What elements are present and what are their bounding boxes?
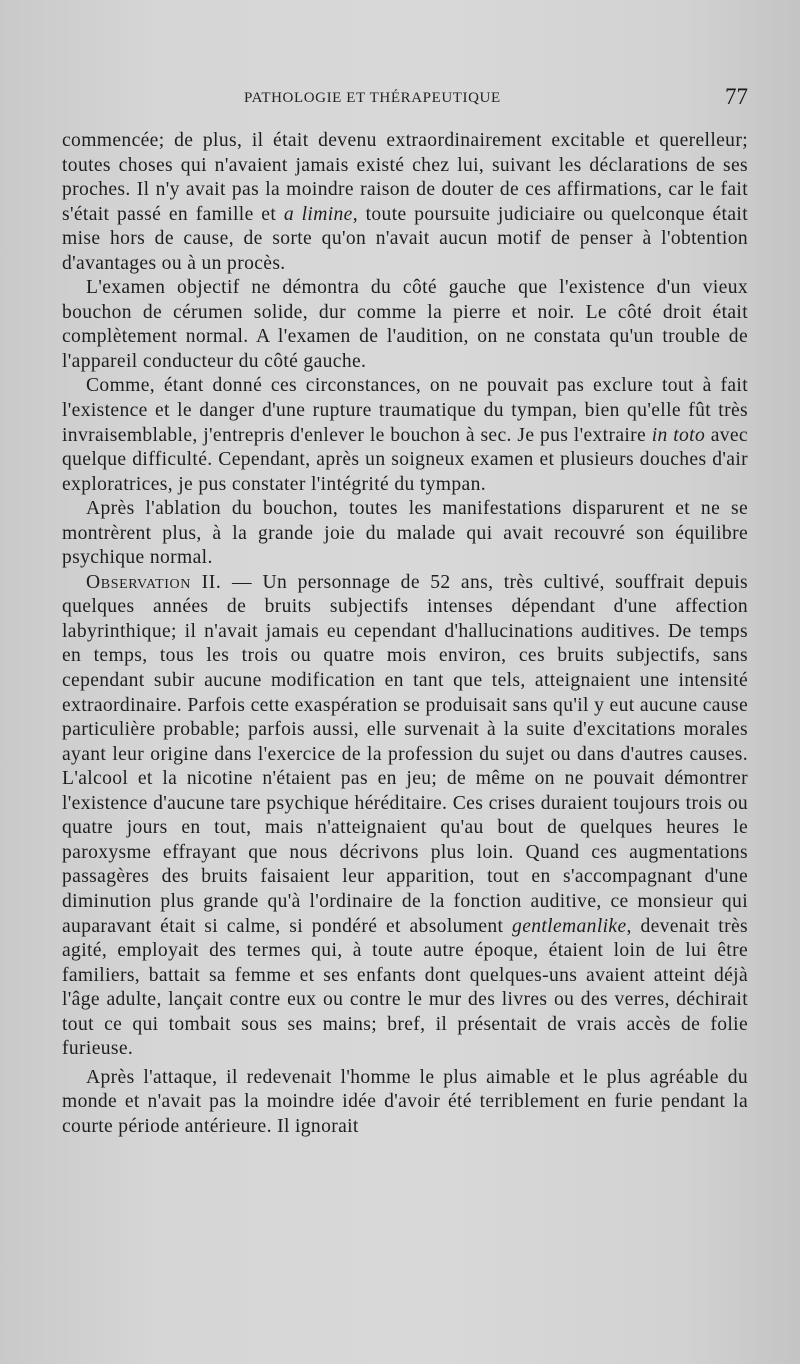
- paragraph-6: Après l'attaque, il redevenait l'homme le plus aimable et le plus agréable du monde et n'avait pas la moindre idée d'avoir été terriblement en furie pendant la courte période antérieure. Il ignorait: [62, 1066, 748, 1137]
- paragraph-1-text-a: commencée; de plus, il était devenu extraordinairement excitable et querelleur; toutes choses qui n'avaient jamais existé chez lui, suivant les déclarations de ses proches. Il n'y avait pas la moindre raison de douter de ces affirmations, car le fait s'était passé en famille et: [62, 130, 748, 225]
- running-title: PATHOLOGIE ET THÉRAPEUTIQUE: [244, 90, 501, 106]
- paragraph-1-text-b: , toute poursuite judiciaire ou quelconque était mise hors de cause, de sorte qu'on n'avait aucun motif de penser à l'obtention d'avantages ou à un procès.: [62, 203, 748, 274]
- italic-phrase: a limine: [283, 203, 353, 225]
- paragraph-5-text-b: , devenait très agité, employait des termes qui, à toute autre époque, étaient loin de lui être familiers, battait sa femme et ses enfants dont quelques-uns avaient atteint déjà l'âge adulte, lançait contre eux ou contre le mur des livres ou des verres, déchirait tout ce qui tombait sous ses mains; bref, il présentait de vrais accès de folie furieuse.: [62, 915, 749, 1060]
- paragraph-2: L'examen objectif ne démontra du côté gauche que l'existence d'un vieux bouchon de cérumen solide, dur comme la pierre et noir. Le côté droit était complètement normal. A l'examen de l'audition, on ne constata qu'un trouble de l'appareil conducteur du côté gauche.: [62, 277, 748, 372]
- paragraph-5: [62, 571, 748, 1062]
- italic-phrase: in toto: [651, 424, 706, 446]
- paragraph-3: [62, 374, 748, 497]
- observation-label: Observation II. —: [86, 571, 253, 593]
- body-text: [62, 129, 748, 1139]
- page-number: 77: [725, 84, 748, 109]
- paragraph-4: Après l'ablation du bouchon, toutes les manifestations disparurent et ne se montrèrent plus, à la grande joie du malade qui avait recouvré son équilibre psychique normal.: [62, 498, 748, 569]
- page-header: [62, 86, 748, 116]
- paragraph-3-text-b: avec quelque difficulté. Cependant, après un soigneux examen et plusieurs douches d'air exploratrices, je pus constater l'intégrité du tympan.: [62, 424, 748, 495]
- paragraph-1: [62, 129, 748, 276]
- paragraph-5-text-a: Un personnage de 52 ans, très cultivé, souffrait depuis quelques années de bruits subjectifs intenses dépendant d'une affection labyrinthique; il n'avait jamais eu cependant d'hallucinations auditives. De temps en temps, tous les trois ou quatre mois environ, ces bruits subjectifs, sans cependant subir aucune modification en tant que tels, atteignaient une intensité extraordinaire. Parfois cette exaspération se produisait sans qu'il y eut aucune cause particulière probable; parfois aussi, elle survenait à la suite d'excitations morales ayant leur origine dans l'exercice de la profession du sujet ou dans d'autres causes. L'alcool et la nicotine n'étaient pas en jeu; de même on ne pouvait démontrer l'existence d'aucune tare psychique héréditaire. Ces crises duraient toujours trois ou quatre jours en tout, mais n'atteignaient qu'au bout de quelques heures le paroxysme effrayant que nous décrivons plus loin. Quand ces augmentations passagères des bruits faisaient leur apparition, tout en s'accompagnant d'une diminution plus grande qu'à l'ordinaire de la fonction auditive, ce monsieur qui auparavant était si calme, si pondéré et absolument: [62, 571, 748, 937]
- paragraph-3-text-a: Comme, étant donné ces circonstances, on ne pouvait pas exclure tout à fait l'existence et le danger d'une rupture traumatique du tympan, bien qu'elle fût très invraisemblable, j'entrepris d'enlever le bouchon à sec. Je pus l'extraire: [62, 375, 748, 446]
- italic-phrase: gentlemanlike: [512, 915, 627, 937]
